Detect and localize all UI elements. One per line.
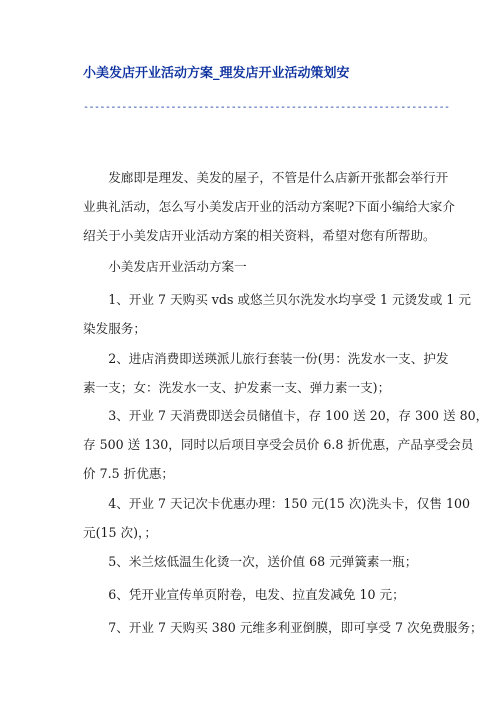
list-item xyxy=(83,344,449,402)
list-item-line: 素一支；女：洗发水一支、护发素一支、弹力素一支)； xyxy=(83,380,391,395)
intro-line: 发廊即是理发、美发的屋子，不管是什么店新开张都会举行开 xyxy=(83,170,449,185)
section-heading-text: 小美发店开业活动方案一 xyxy=(83,259,247,274)
list-item xyxy=(83,613,483,642)
title-divider: ------------------------------------------------------------------- xyxy=(83,102,450,113)
list-item xyxy=(83,489,471,547)
document-title: 小美发店开业活动方案_理发店开业活动策划安 xyxy=(83,66,350,81)
section-heading xyxy=(83,252,433,281)
list-item-line: 1、开业 7 天购买 vds 或悠兰贝尔洗发水均享受 1 元烫发或 1 元 xyxy=(83,292,471,307)
list-item-line: 6、凭开业宣传单页附卷，电发、拉直发减免 10 元； xyxy=(83,587,405,602)
list-item-line: 7、开业 7 天购买 380 元维多利亚倒膜，即可享受 7 次免费服务； xyxy=(83,620,483,635)
list-item xyxy=(83,285,471,343)
list-item xyxy=(83,401,489,488)
intro-line: 业典礼活动，怎么写小美发店开业的活动方案呢?下面小编给大家介 xyxy=(83,199,455,214)
list-item xyxy=(83,547,433,576)
list-item-line: 4、开业 7 天记次卡优惠办理：150 元(15 次)洗头卡，仅售 100 xyxy=(83,496,471,511)
list-item-line: 5、米兰炫低温生化烫一次，送价值 68 元弹簧素一瓶； xyxy=(83,554,418,569)
list-item xyxy=(83,580,433,609)
list-item-line: 2、进店消费即送瑛派儿旅行套装一份(男：洗发水一支、护发 xyxy=(83,351,449,366)
list-item-line: 3、开业 7 天消费即送会员储值卡，存 100 送 20，存 300 送 80， xyxy=(83,408,489,423)
list-item-line: 价 7.5 折优惠； xyxy=(83,466,175,481)
intro-line: 绍关于小美发店开业活动方案的相关资料，希望对您有所帮助。 xyxy=(83,228,436,243)
list-item-line: 存 500 送 130，同时以后项目享受会员价 6.8 折优惠，产品享受会员 xyxy=(83,437,474,452)
list-item-line: 元(15 次)，； xyxy=(83,525,157,540)
list-item-line: 染发服务； xyxy=(83,321,146,336)
intro-paragraph xyxy=(83,163,455,250)
